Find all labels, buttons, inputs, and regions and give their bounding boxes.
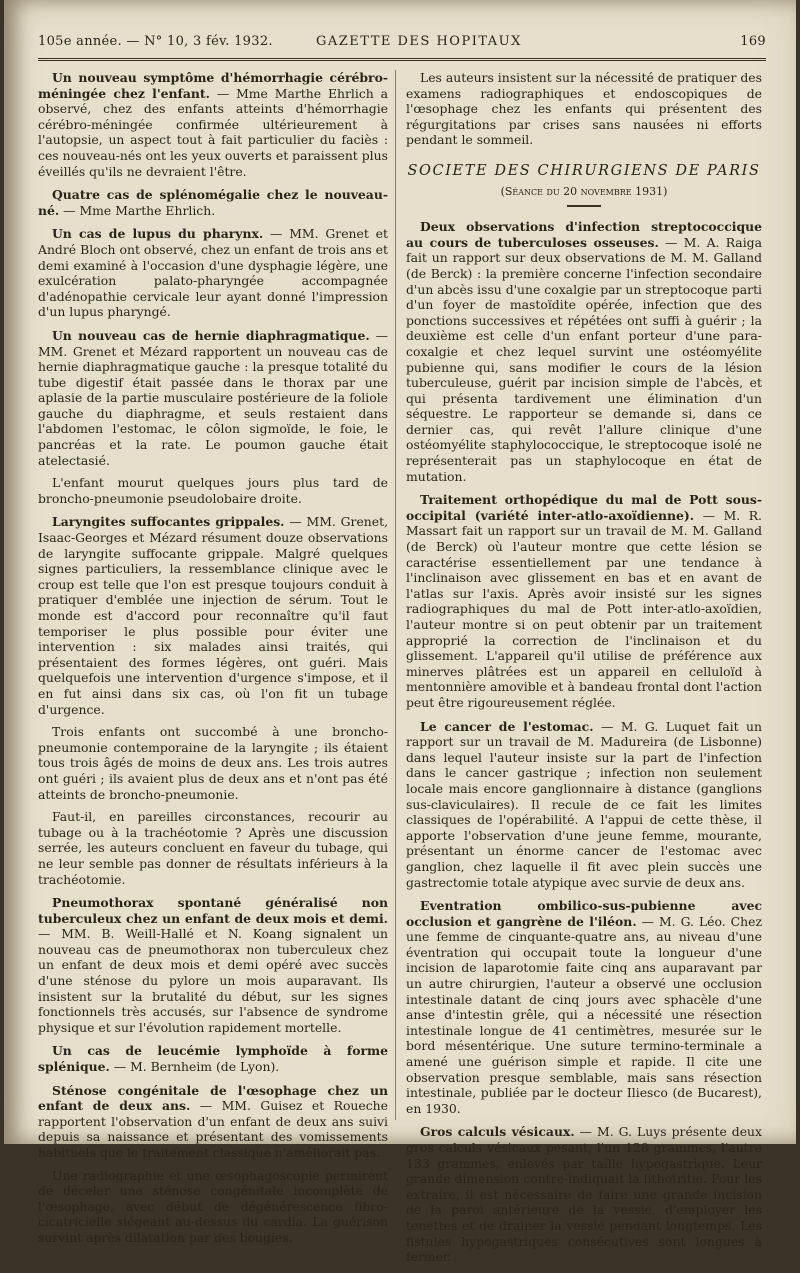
journal-title: GAZETTE DES HOPITAUX: [316, 34, 522, 49]
article-item: [38, 187, 388, 218]
article-paragraph: Faut-il, en pareilles circonstances, recourir au tubage ou à la trachéotomie ? Après une discussion serrée, les auteurs concluent en faveur du tubage, qui ne leur semble pas donner de résultats inférieurs à la trachéotomie.: [38, 809, 388, 887]
article-title: Pneumothorax spontané généralisé non tuberculeux chez un enfant de deux mois et demi.: [38, 895, 388, 926]
article-paragraph: Une radiographie et une œsophagoscopie permirent de déceler une sténose congénitale incomplète de l'œsophage, avec début de dégénérescence fibro-cicatricielle siégeant au-dessus du cardia. La guérison survint après dilatation par des bougies.: [38, 1167, 388, 1245]
article-title: Sténose congénitale de l'œsophage chez un enfant de deux ans.: [38, 1082, 388, 1114]
article-title: Eventration ombilico-sus-pubienne avec occlusion et gangrène de l'iléon.: [406, 898, 762, 929]
article-title: Gros calculs vésicaux.: [420, 1124, 575, 1140]
section-heading: SOCIETE DES CHIRURGIENS DE PARIS: [407, 162, 761, 179]
article-title: Un nouveau symptôme d'hémorrhagie cérébro-méningée chez l'enfant.: [38, 70, 388, 101]
session-date: (Séance du 20 novembre 1931): [500, 184, 668, 198]
article-paragraph: L'enfant mourut quelques jours plus tard de broncho-pneumonie pseudolobaire droite.: [38, 475, 388, 506]
running-header: [38, 34, 766, 54]
article-item: [38, 1083, 388, 1246]
article-paragraph: Trois enfants ont succombé à une broncho-pneumonie contemporaine de la laryngite ; ils étaient tous trois âgés de moins de deux ans. Les trois autres ont guéri ; ils avaient plus de deux ans et n'ont pas été atteints de broncho-pneumonie.: [38, 724, 388, 802]
article-body: — M. G. Luquet fait un rapport sur un travail de M. Madureira (de Lisbonne) dans lequel l'auteur insiste sur la part de l'infection dans le cancer gastrique ; infection non seulement locale mais encore ganglionnaire à distance (ganglions sus-claviculaires). Il recule de ce fait les limites classiques de l'opérabilité. A l'appui de cette thèse, il apporte l'observation d'une jeune femme, mourante, présentant un énorme cancer de l'estomac avec ganglion, chez laquelle il fit avec plein succès une gastrectomie totale atypique avec survie de deux ans.: [406, 718, 762, 890]
article-item: [406, 492, 762, 710]
article-item: [38, 1043, 388, 1074]
article-item: [406, 719, 762, 891]
right-column: [406, 70, 762, 1273]
article-body: — MM. B. Weill-Hallé et N. Koang signalent un nouveau cas de pneumothorax non tuberculeux chez un enfant de deux mois et demi opéré avec succès d'une sténose du pylore un mois auparavant. Ils insistent sur la brutalité du début, sur les signes fonctionnels très accusés, sur l'absence de syndrome physique et sur l'évolution rapidement mortelle.: [38, 926, 388, 1035]
article-body: — M. R. Massart fait un rapport sur un travail de M. M. Galland (de Berck) où l'auteur montre que cette lésion se caractérise essentiellement par une tendance à l'inclinaison avec glissement en bas et en avant de l'atlas sur l'axis. Après avoir insisté sur les signes radiographiques du mal de Pott inter-atlo-axoïdien, l'auteur montre si on peut obtenir par un traitement approprié la correction de l'inclinaison et du glissement. L'appareil qu'il utilise de préférence aux minerves plâtrées est un appareil en celluloïd à mentonnière amovible et à bandeau frontal dont l'action peut être rigoureusement réglée.: [406, 507, 762, 710]
left-column: [38, 70, 388, 1254]
article-body: — M. G. Luys présente deux gros calculs vésicaux pesant, l'un 128 grammes, l'autre 133 grammes, enlevés par taille hypogastrique. Leur grande dimension contre-indiquait la lithotritie. Pour les extraire, il est nécessaire de faire une grande incision de la paroi antérieure de la vessie, d'employer les tenettes et de drainer la vessie pendant longtemps. Les fistules hypogastriques consécutives sont longues à fermer.: [406, 1124, 762, 1265]
article-item: [406, 1124, 762, 1264]
column-divider: [395, 70, 396, 1120]
issue-info: 105e année. — N° 10, 3 fév. 1932.: [38, 34, 273, 49]
article-title: Un cas de lupus du pharynx.: [52, 226, 264, 242]
article-title: Un nouveau cas de hernie diaphragmatique.: [52, 327, 370, 343]
article-body: — Mme Marthe Ehrlich a observé, chez des enfants atteints d'hémorrhagie cérébro-méningée confirmée ultérieurement à l'autopsie, un aspect tout à fait particulier du faciès : ces nouveau-nés ont les yeux ouverts et paraissent plus éveillés qu'ils ne devraient l'être.: [38, 85, 389, 179]
article-body: — MM. Grenet et André Bloch ont observé, chez un enfant de trois ans et demi examiné à l'occasion d'une dysphagie légère, une exulcération palato-pharyngée accompagnée d'adénopathie cervicale leur ayant donné l'impression d'un lupus pharyngé.: [38, 226, 388, 320]
article-body: — M. Bernheim (de Lyon).: [109, 1059, 280, 1075]
article-title: Quatre cas de splénomégalie chez le nouveau-né.: [38, 187, 388, 218]
header-rule: [38, 58, 766, 61]
article-body: — MM. Grenet et Mézard rapportent un nouveau cas de hernie diaphragmatique gauche : la presque totalité du tube digestif était passée dans le thorax par une aplasie de la partie musculaire postérieure de la foliole gauche du diaphragme, et seuls restaient dans l'abdomen l'estomac, le côlon sigmoïde, le foie, le pancréas et la rate. Le poumon gauche était atelectasié.: [38, 327, 388, 468]
article-item: [38, 514, 388, 887]
article-body: — M. G. Léo. Chez une femme de cinquante-quatre ans, au niveau d'une éventration qui occupait toute la longueur d'une incision de laparotomie faite cinq ans auparavant par un autre chirurgien, l'auteur a observé une occlusion intestinale datant de cinq jours avec sphacèle d'une anse d'intestin grêle, qui a nécessité une résection intestinale longue de 41 centimètres, mesurée sur le bord mésentérique. Une suture termino-terminale a amené une guérison simple et rapide. Il cite une observation presque semblable, mais sans résection intestinale, publiée par le docteur Iliesco (de Bucarest), en 1930.: [406, 913, 762, 1116]
article-item: [406, 898, 762, 1116]
page-number: 169: [740, 34, 766, 49]
article-title: Deux observations d'infection streptococcique au cours de tuberculoses osseuses.: [406, 219, 762, 250]
article-body: — Mme Marthe Ehrlich.: [59, 202, 216, 218]
article-body: — M. A. Raiga fait un rapport sur deux observations de M. M. Galland (de Berck) : la première concerne l'infection secondaire d'un abcès issu d'une coxalgie par un streptocoque parti d'un foyer de mastoïdite opérée, infection que des ponctions successives et répétées ont suffi à guérir ; la deuxième est celle d'un enfant porteur d'une para-coxalgie et chez lequel survint une ostéomyélite pubienne qui, sans modifier le cours de la lésion tuberculeuse, guérit par incision simple de l'abcès, et qui présenta tardivement une élimination d'un séquestre. Le rapporteur se demande si, dans ce dernier cas, qui revêt l'allure clinique d'une ostéomyélite staphylococcique, le streptocoque isolé ne représenterait pas un staphylocoque en état de mutation.: [406, 234, 763, 484]
article-body: — MM. Guisez et Roueche rapportent l'observation d'un enfant de deux ans suivi depuis sa naissance et présentant des vomissements habituels que le traitement classique n'améliorait pas.: [38, 1098, 388, 1160]
article-item: [406, 219, 762, 484]
continued-paragraph: Les auteurs insistent sur la nécessité de pratiquer des examens radiographiques et endoscopiques de l'œsophage chez les enfants qui présentent des régurgitations par crises sans nausées ni efforts pendant le sommeil.: [406, 70, 762, 148]
article-title: Le cancer de l'estomac.: [420, 718, 594, 734]
article-item: [38, 895, 388, 1035]
article-body: — MM. Grenet, Isaac-Georges et Mézard résument douze observations de laryngite suffocante grippale. Malgré quelques signes particuliers, la ressemblance clinique avec le croup est telle que l'on est presque toujours conduit à pratiquer d'emblée une injection de sérum. Tout le monde est d'accord pour reconnaître qu'il faut temporiser le plus possible pour éviter une intervention : six malades ainsi traités, qui présentaient des formes légères, ont guéri. Mais quelquefois une intervention d'urgence s'impose, et il en fut ainsi dans six cas, où l'on fit un tubage d'urgence.: [38, 514, 389, 717]
article-item: [38, 70, 388, 179]
article-item: [38, 328, 388, 507]
article-item: [38, 226, 388, 320]
article-title: Laryngites suffocantes grippales.: [52, 514, 285, 530]
section-rule: [567, 205, 601, 207]
article-title: Un cas de leucémie lymphoïde à forme splénique.: [38, 1043, 388, 1075]
journal-page: [4, 0, 796, 1265]
article-title: Traitement orthopédique du mal de Pott sous-occipital (variété inter-atlo-axoïdienne).: [406, 492, 762, 523]
